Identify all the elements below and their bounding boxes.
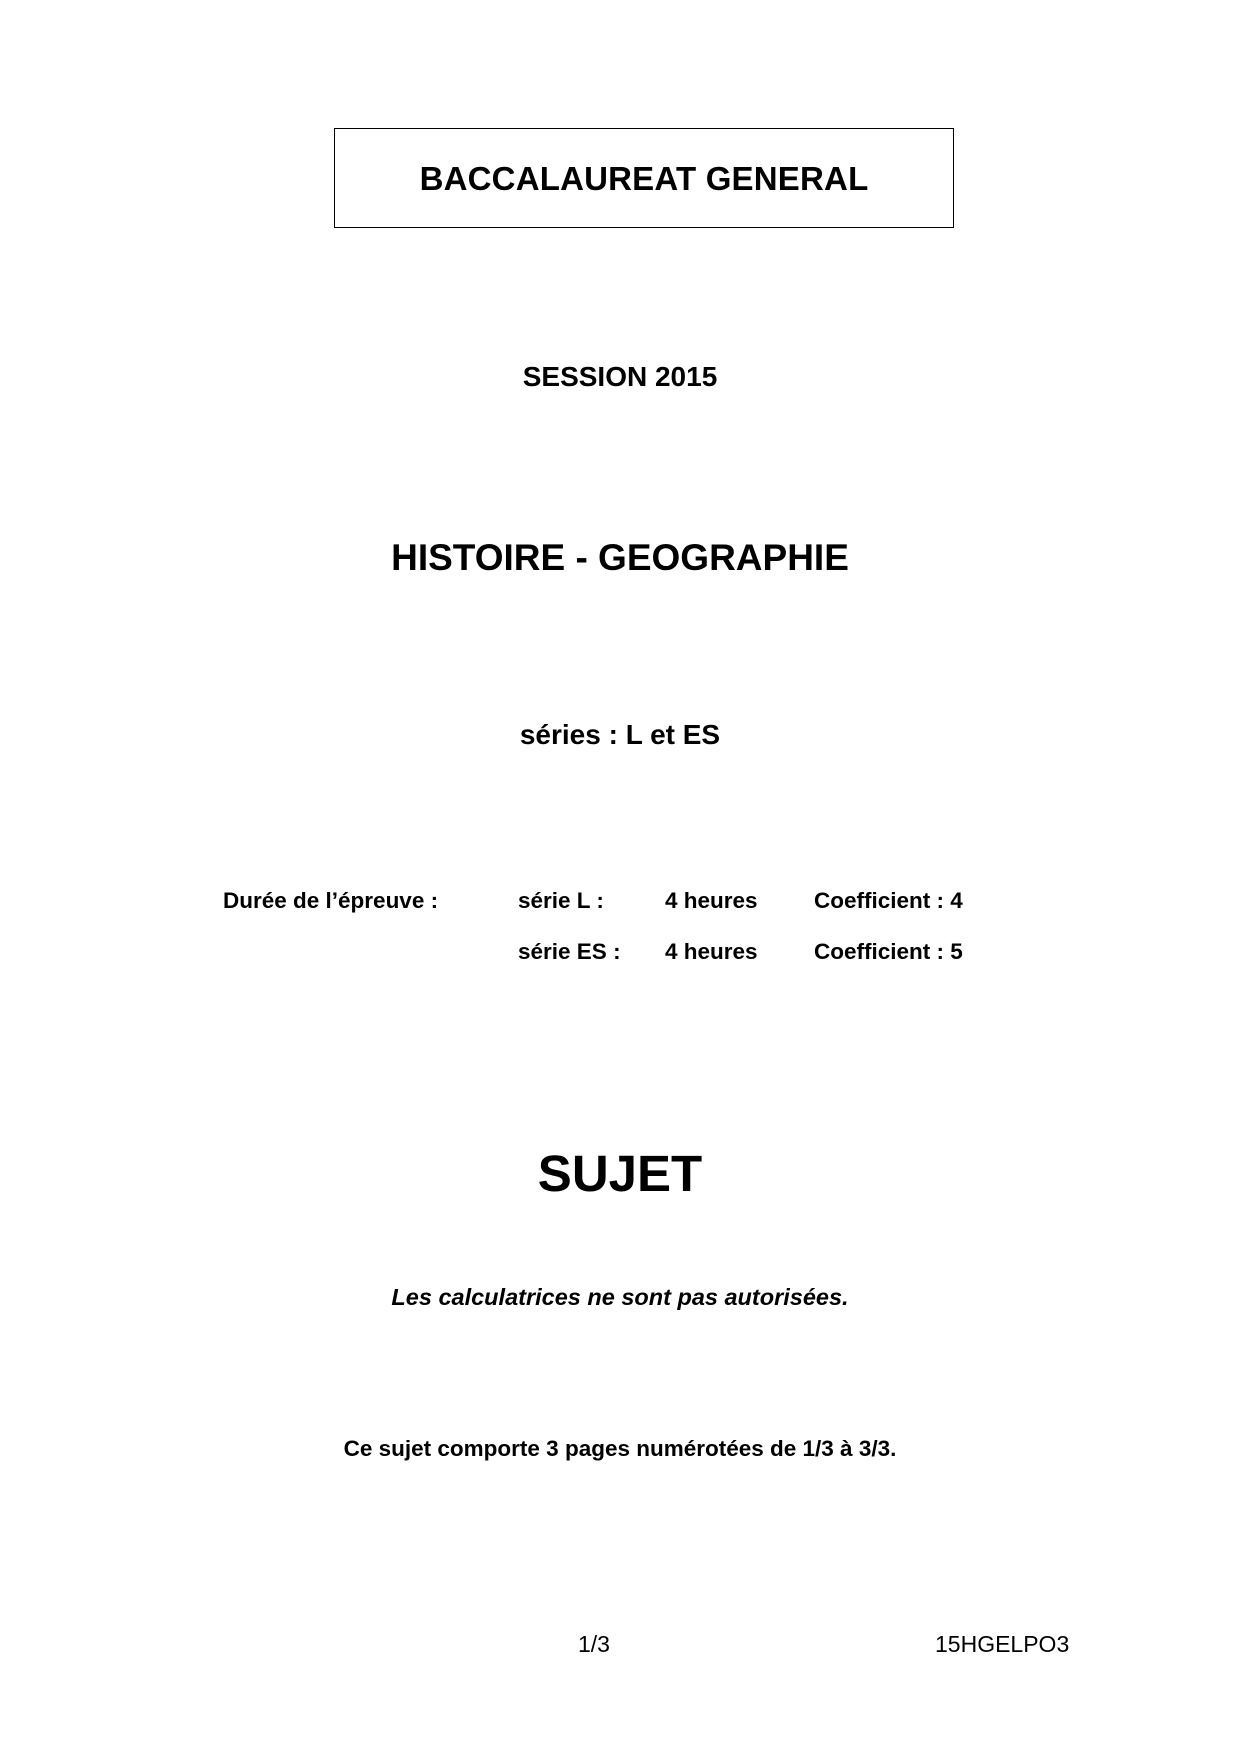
series-label: séries : L et ES (519, 719, 721, 750)
exam-title: BACCALAUREAT GENERAL (419, 160, 869, 197)
duration-coefficient: Coefficient : 4 (814, 888, 963, 913)
pages-note: Ce sujet comporte 3 pages numérotées de 1/3 à 3/3. (343, 1436, 897, 1461)
duration-series: série L : (518, 888, 604, 913)
duration-label: Durée de l’épreuve : (223, 888, 439, 913)
exam-title-box (334, 128, 954, 228)
session-label: SESSION 2015 (522, 361, 718, 392)
calculator-note: Les calculatrices ne sont pas autorisées. (391, 1284, 849, 1310)
sujet-heading: SUJET (537, 1145, 703, 1202)
duration-coefficient: Coefficient : 5 (814, 939, 963, 964)
duration-row-l (0, 888, 1240, 918)
duration-hours: 4 heures (665, 888, 758, 913)
duration-row-es (0, 939, 1240, 969)
duration-series: série ES : (518, 939, 621, 964)
footer-page-number: 1/3 (578, 1631, 610, 1657)
duration-hours: 4 heures (665, 939, 758, 964)
footer-exam-code: 15HGELPO3 (935, 1631, 1070, 1657)
subject-title: HISTOIRE - GEOGRAPHIE (391, 537, 849, 578)
